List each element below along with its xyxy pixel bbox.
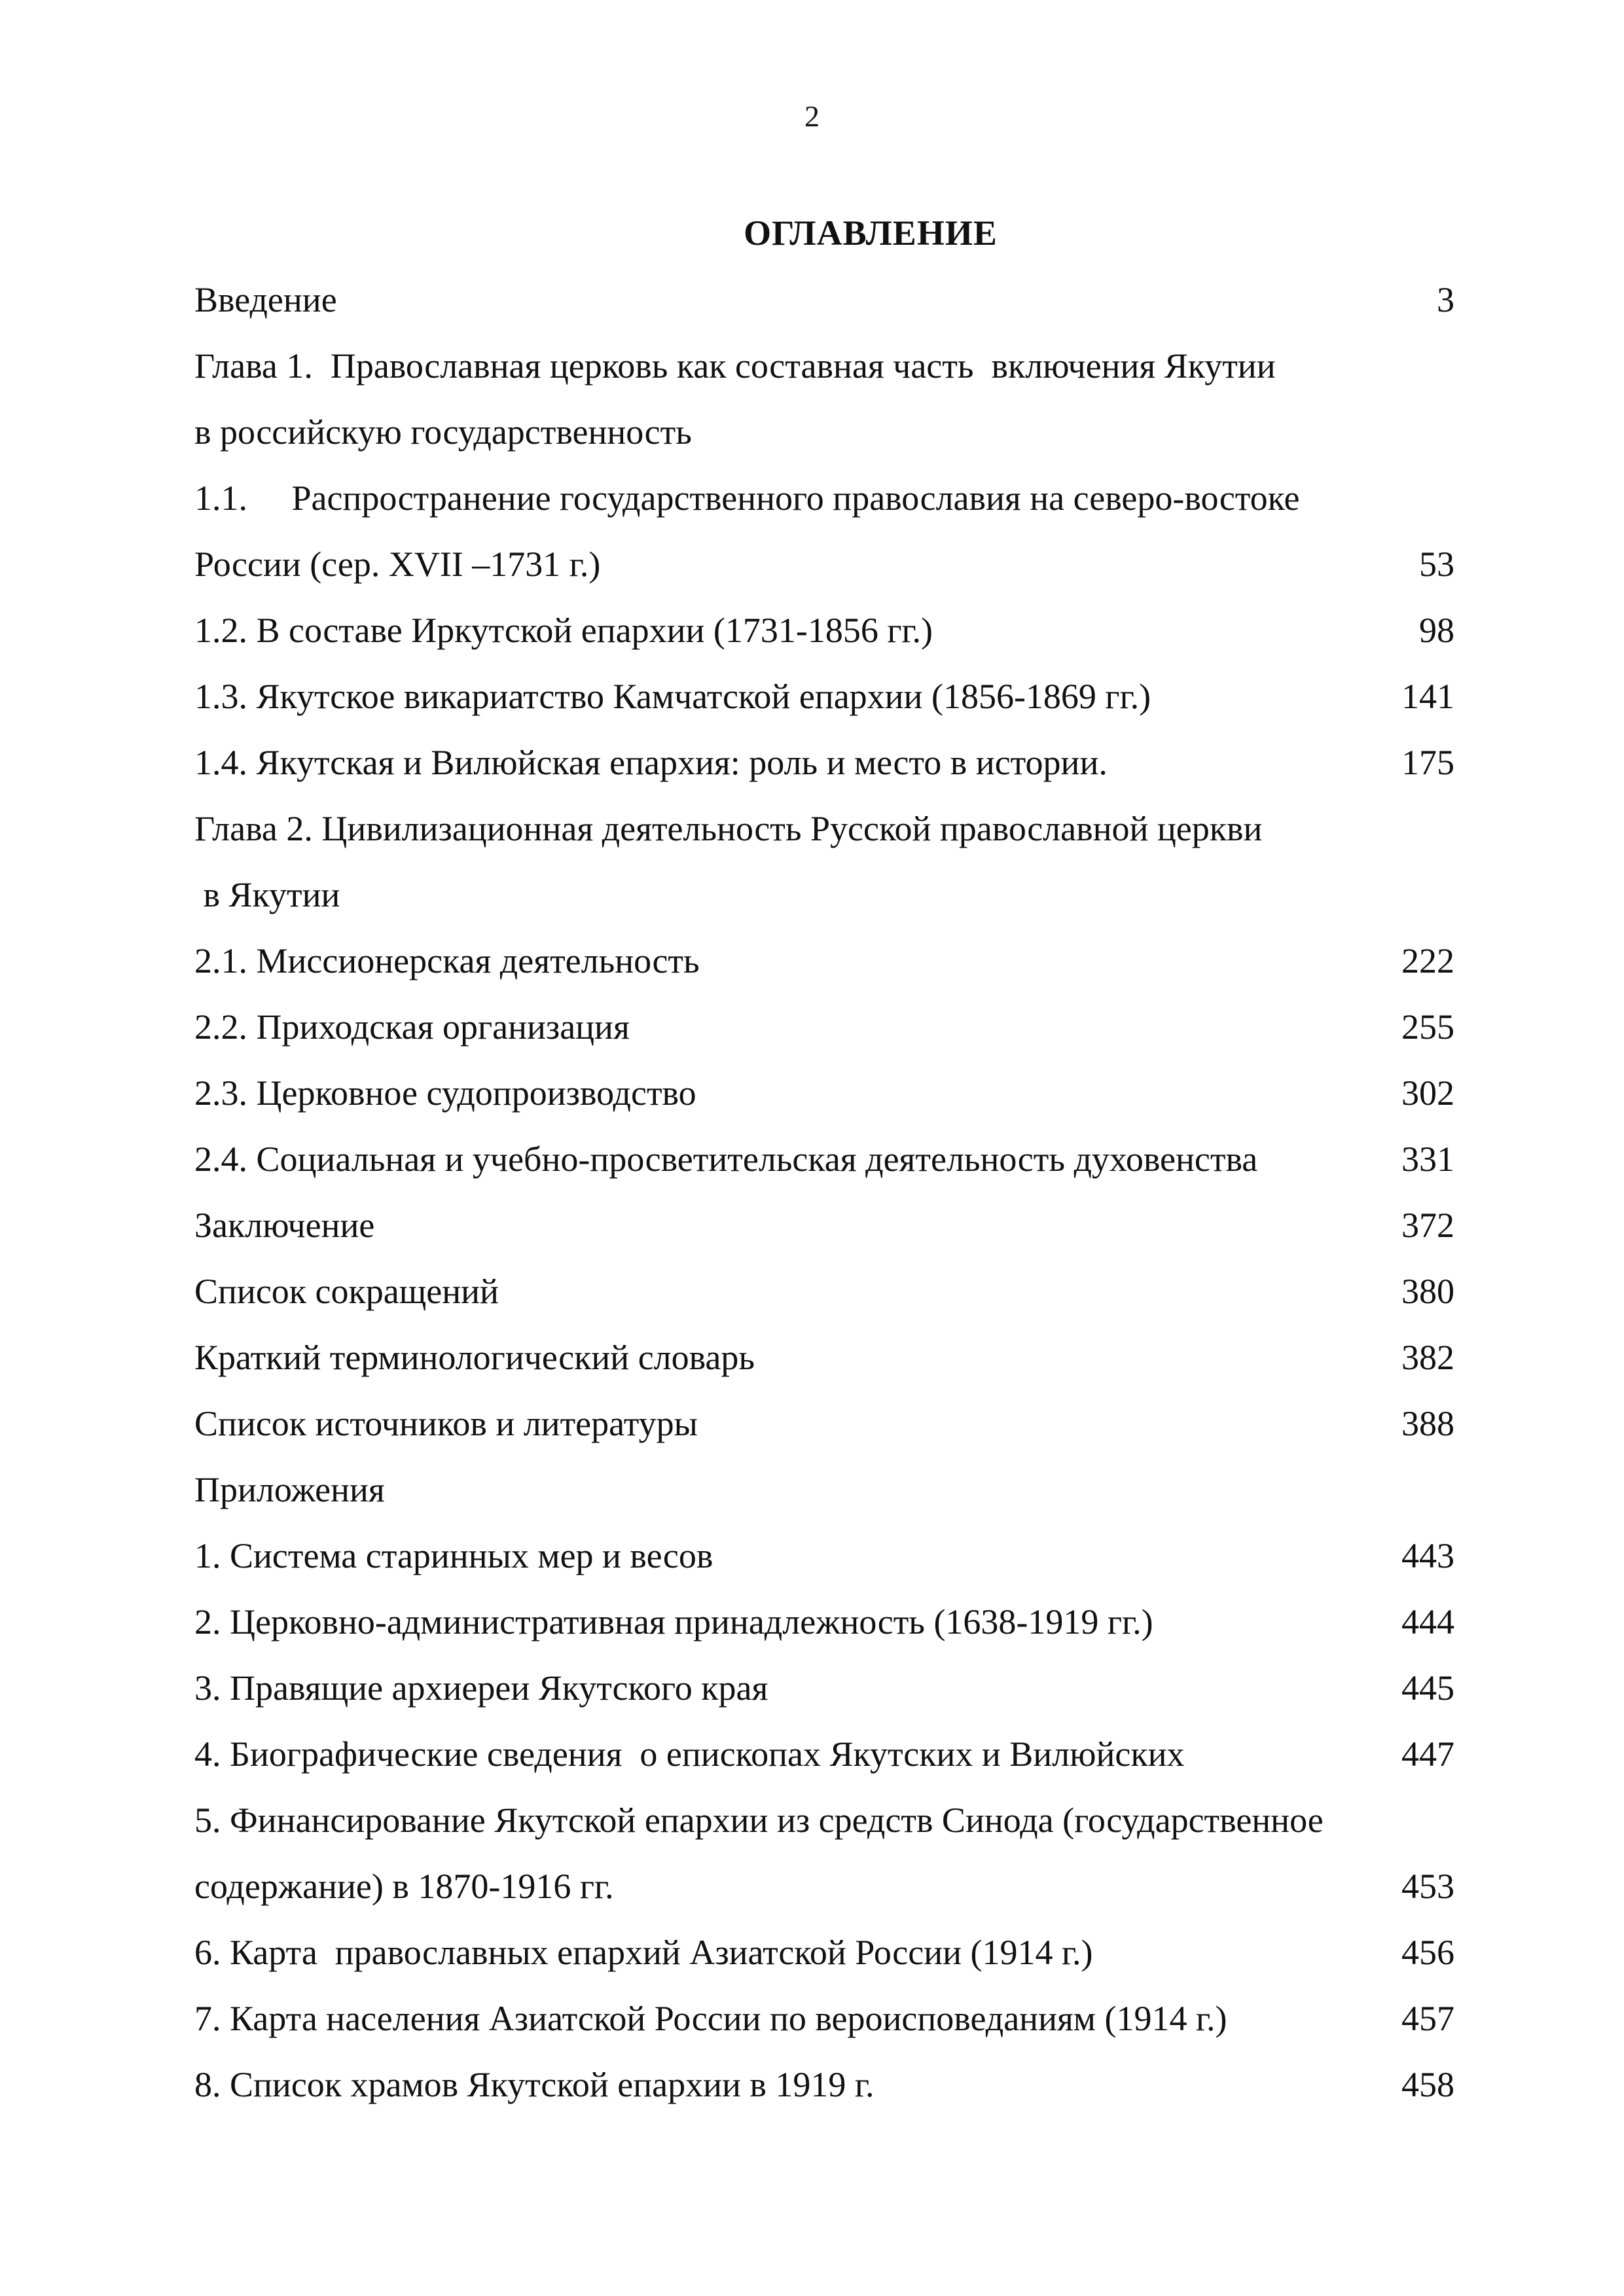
toc-entry-page: 382: [1401, 1338, 1454, 1377]
toc-entry-page: 444: [1401, 1602, 1454, 1641]
toc-entry-text: в Якутии: [194, 875, 340, 914]
toc-entry: [194, 730, 1454, 796]
toc-entry-page: 372: [1401, 1206, 1454, 1245]
toc-entry-text: содержание) в 1870-1916 гг.: [194, 1867, 614, 1906]
toc-entry-text: Заключение: [194, 1206, 375, 1245]
toc-entry-page: 141: [1401, 677, 1454, 716]
toc-entry: [194, 928, 1454, 994]
toc-entry: [194, 333, 1454, 399]
toc-entry-page: 458: [1401, 2065, 1454, 2104]
toc-entry-text: 2.4. Социальная и учебно-просветительская деятельность духовенства: [194, 1139, 1258, 1179]
toc-entry-text: 1. Система старинных мер и весов: [194, 1536, 713, 1575]
toc-title: ОГЛАВЛЕНИЕ: [744, 213, 998, 253]
toc-entry: [194, 1457, 1454, 1523]
toc-entry-page: 388: [1401, 1404, 1454, 1443]
toc-entry-text: Введение: [194, 280, 337, 319]
toc-entry: [194, 2052, 1454, 2118]
toc-entry-text: Краткий терминологический словарь: [194, 1338, 755, 1377]
toc-entry-text: 6. Карта православных епархий Азиатской России (1914 г.): [194, 1933, 1093, 1972]
toc-entry: [194, 1523, 1454, 1589]
toc-entry-text: 1.2. В составе Иркутской епархии (1731-1856 гг.): [194, 611, 933, 650]
toc-entry-page: 255: [1401, 1007, 1454, 1047]
toc-entry: [194, 1325, 1454, 1391]
toc-entry-text: 1.3. Якутское викариатство Камчатской епархии (1856-1869 гг.): [194, 677, 1151, 716]
table-of-contents: [194, 267, 1454, 2118]
toc-entry: [194, 796, 1454, 862]
toc-entry: [194, 1721, 1454, 1787]
toc-entry-text: 2.1. Миссионерская деятельность: [194, 941, 700, 980]
toc-entry: [194, 1920, 1454, 1986]
toc-entry-text: Глава 2. Цивилизационная деятельность Русской православной церкви: [194, 809, 1263, 848]
toc-entry-page: 443: [1401, 1536, 1454, 1575]
toc-entry-text: Глава 1. Православная церковь как составная часть включения Якутии: [194, 346, 1276, 386]
toc-entry: [194, 862, 1454, 928]
toc-entry: [194, 1986, 1454, 2052]
toc-entry-page: 175: [1401, 743, 1454, 782]
toc-entry: [194, 1193, 1454, 1259]
toc-entry-text: 7. Карта населения Азиатской России по вероисповеданиям (1914 г.): [194, 1999, 1227, 2038]
toc-entry-page: 331: [1401, 1139, 1454, 1179]
toc-entry: [194, 399, 1454, 465]
page-number: 2: [804, 99, 820, 133]
toc-entry: [194, 1655, 1454, 1721]
toc-entry: [194, 1126, 1454, 1193]
toc-entry: [194, 1854, 1454, 1920]
toc-entry-page: 222: [1401, 941, 1454, 980]
toc-entry: [194, 267, 1454, 333]
toc-entry-page: 53: [1419, 545, 1454, 584]
toc-entry-text: Приложения: [194, 1470, 385, 1509]
toc-entry: [194, 465, 1454, 531]
toc-entry-text: 2.3. Церковное судопроизводство: [194, 1073, 696, 1113]
toc-entry-page: 445: [1401, 1668, 1454, 1708]
toc-entry-text: 2.2. Приходская организация: [194, 1007, 630, 1047]
toc-entry-text: 3. Правящие архиереи Якутского края: [194, 1668, 768, 1708]
toc-entry-text: 8. Список храмов Якутской епархии в 1919 г.: [194, 2065, 875, 2104]
toc-entry-page: 447: [1401, 1734, 1454, 1774]
toc-entry-text: 4. Биографические сведения о епископах Якутских и Вилюйских: [194, 1734, 1185, 1774]
toc-entry: [194, 994, 1454, 1060]
toc-entry-text: 1.1. Распространение государственного православия на северо-востоке: [194, 478, 1300, 518]
toc-entry-text: 1.4. Якутская и Вилюйская епархия: роль и место в истории.: [194, 743, 1108, 782]
toc-entry-text: Список сокращений: [194, 1272, 499, 1311]
toc-entry-text: России (сер. XVII –1731 г.): [194, 545, 601, 584]
toc-entry-page: 457: [1401, 1999, 1454, 2038]
toc-entry-page: 453: [1401, 1867, 1454, 1906]
toc-entry-text: Список источников и литературы: [194, 1404, 698, 1443]
toc-entry: [194, 1391, 1454, 1457]
toc-entry: [194, 1787, 1454, 1854]
toc-entry: [194, 1259, 1454, 1325]
toc-entry-page: 456: [1401, 1933, 1454, 1972]
toc-entry-text: в российскую государственность: [194, 412, 692, 452]
toc-entry: [194, 598, 1454, 664]
toc-entry: [194, 664, 1454, 730]
toc-entry-page: 3: [1437, 280, 1454, 319]
toc-entry-text: 5. Финансирование Якутской епархии из средств Синода (государственное: [194, 1801, 1324, 1840]
toc-entry-page: 302: [1401, 1073, 1454, 1113]
toc-entry: [194, 1060, 1454, 1126]
toc-entry: [194, 531, 1454, 598]
toc-entry: [194, 1589, 1454, 1655]
toc-entry-text: 2. Церковно-административная принадлежность (1638-1919 гг.): [194, 1602, 1153, 1641]
toc-entry-page: 98: [1419, 611, 1454, 650]
toc-entry-page: 380: [1401, 1272, 1454, 1311]
